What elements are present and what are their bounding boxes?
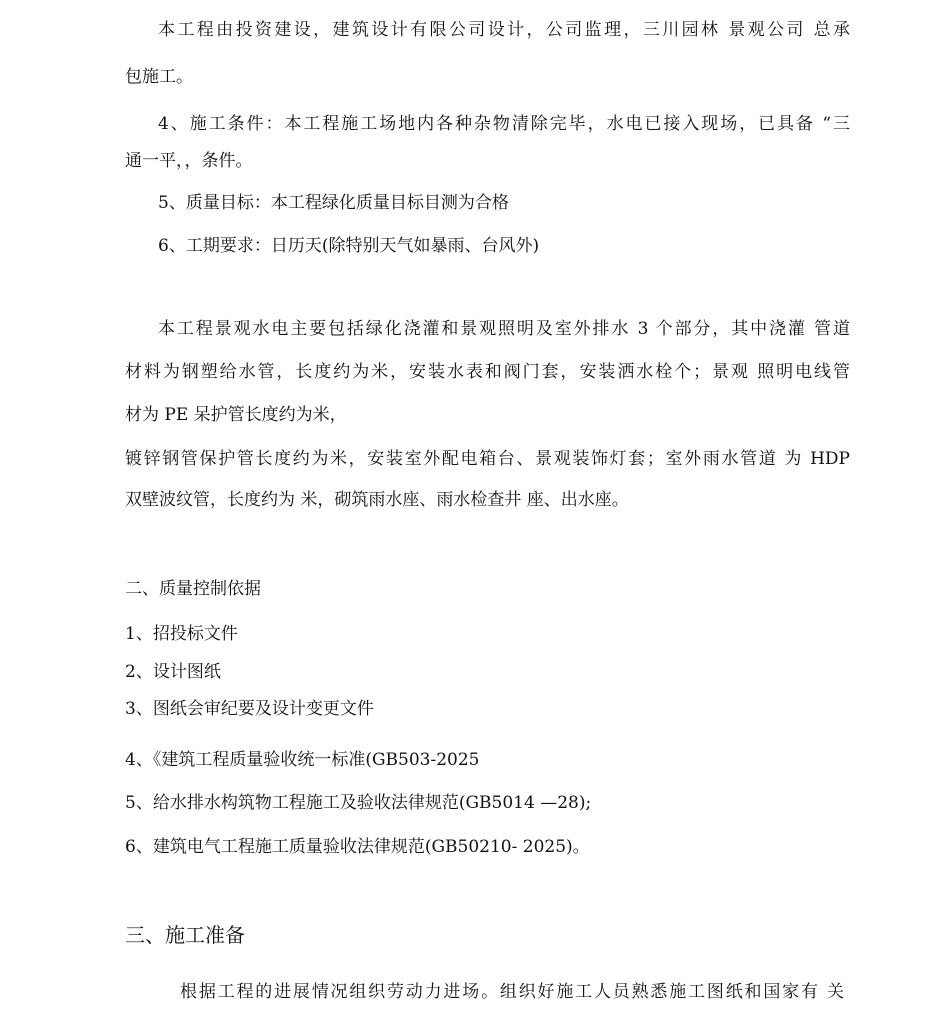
condition-item-4: 4、施工条件：本工程施工场地内各种杂物清除完毕，水电已接入现场，已具备 “三 — [158, 114, 850, 134]
intro-paragraph-line: 本工程由投资建设，建筑设计有限公司设计，公司监理，三川园林 景观公司 总承 — [158, 20, 850, 40]
scope-paragraph-line: 镀锌钢管保护管长度约为米，安装室外配电箱台、景观装饰灯套；室外雨水管道 为 HDP — [125, 449, 850, 469]
scope-paragraph-line: 材为 PE 呆护管长度约为米， — [125, 405, 347, 425]
scope-paragraph-line: 本工程景观水电主要包括绿化浇灌和景观照明及室外排水 3 个部分，其中浇灌 管道 — [158, 319, 850, 339]
basis-list-item: 1、招投标文件 — [125, 624, 238, 644]
basis-list-item: 3、图纸会审纪要及设计变更文件 — [125, 699, 374, 719]
basis-list-item: 4、《建筑工程质量验收统一标准(GB503-2025 — [125, 750, 480, 770]
scope-paragraph-line: 双壁波纹管，长度约为 米，砌筑雨水座、雨水检查井 座、出水座。 — [125, 490, 629, 510]
condition-item-5: 5、质量目标：本工程绿化质量目标目测为合格 — [158, 193, 509, 213]
basis-list-item: 2、设计图纸 — [125, 662, 221, 682]
scope-paragraph-line: 材料为钢塑给水管，长度约为米，安装水表和阀门套，安装洒水栓个；景观 照明电线管 — [125, 362, 850, 382]
section-3-heading: 三、施工准备 — [125, 923, 245, 947]
basis-list-item: 5、给水排水构筑物工程施工及验收法律规范(GB5014 —28); — [125, 793, 592, 813]
condition-item-6: 6、工期要求：日历天(除特别天气如暴雨、台风外) — [158, 236, 540, 256]
intro-paragraph-line: 包施工。 — [125, 67, 193, 87]
basis-list-item: 6、建筑电气工程施工质量验收法律规范(GB50210- 2025)。 — [125, 837, 590, 857]
preparation-paragraph-line: 根据工程的进展情况组织劳动力进场。组织好施工人员熟悉施工图纸和国家有 关 — [180, 982, 844, 1002]
section-2-heading: 二、质量控制依据 — [125, 579, 261, 599]
condition-item-4-cont: 通一平，，条件。 — [125, 151, 253, 171]
